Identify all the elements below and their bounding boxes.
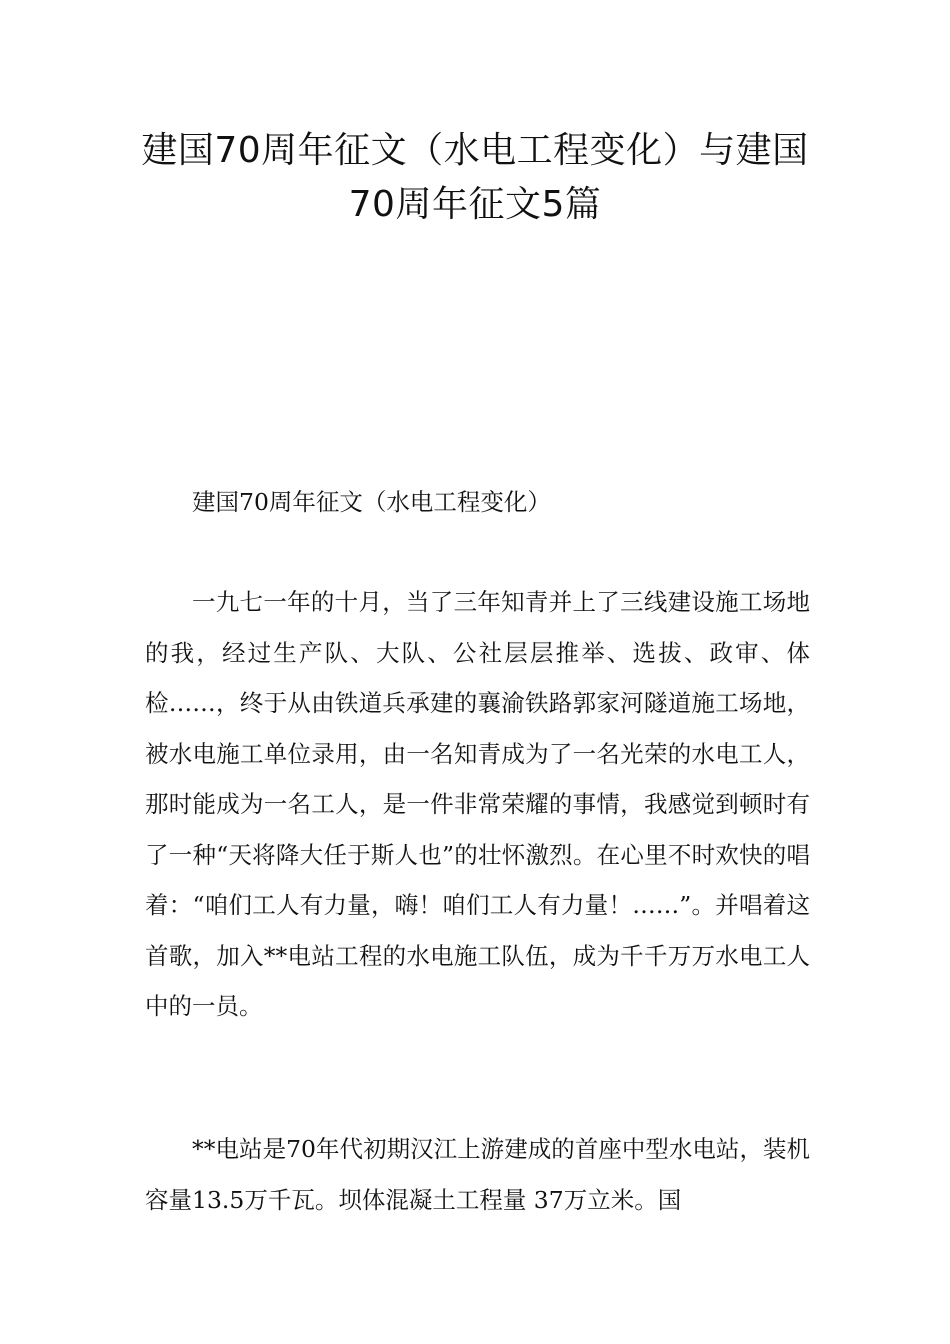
document-title-line-2: 70周年征文5篇 (348, 184, 602, 225)
document-title (0, 124, 950, 232)
section-heading: 建国70周年征文（水电工程变化） (192, 488, 551, 516)
document-title-line-1: 建国70周年征文（水电工程变化）与建国 (141, 130, 809, 171)
paragraph-1: 一九七一年的十月，当了三年知青并上了三线建设施工场地的我，经过生产队、大队、公社层层推举、选拔、政审、体检……，终于从由铁道兵承建的襄渝铁路郭家河隧道施工场地，被水电施工单位录用，由一名知青成为了一名光荣的水电工人，那时能成为一名工人，是一件非常荣耀的事情，我感觉到顿时有了一种“天将降大任于斯人也”的壮怀激烈。在心里不时欢快的唱着：“咱们工人有力量，嗨！咱们工人有力量！……”。并唱着这首歌，加入**电站工程的水电施工队伍，成为千千万万水电工人中的一员。 (145, 588, 810, 1020)
paragraph-2: **电站是70年代初期汉江上游建成的首座中型水电站，装机容量13.5万千瓦。坝体混凝土工程量 37万立米。国 (145, 1135, 810, 1214)
